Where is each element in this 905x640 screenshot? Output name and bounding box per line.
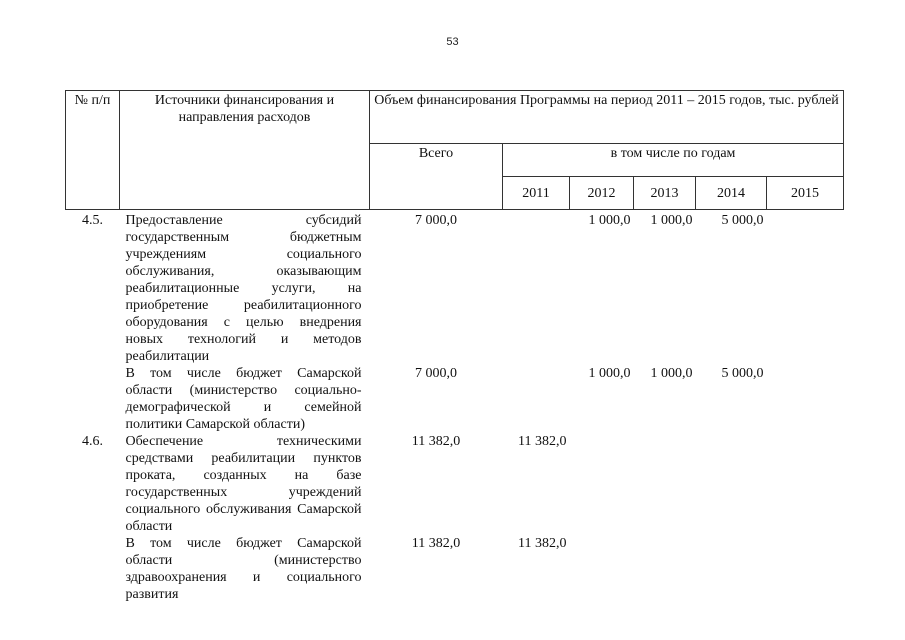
header-source: Источники финансирования и направления расходов bbox=[120, 91, 370, 210]
row-value-2013: 1 000,0 bbox=[650, 213, 693, 228]
header-year: 2013 bbox=[634, 177, 696, 210]
header-year: 2011 bbox=[503, 177, 570, 210]
row-value-2014 bbox=[696, 433, 767, 535]
row-value-2011 bbox=[503, 365, 570, 433]
header-year: 2012 bbox=[570, 177, 634, 210]
row-description: В том числе бюджет Самарской области (министерство здравоохранения и социального развития bbox=[125, 536, 362, 602]
row-value-2013 bbox=[634, 433, 696, 535]
row-total: 11 382,0 bbox=[411, 536, 461, 551]
row-number bbox=[66, 535, 120, 603]
header-number: № п/п bbox=[66, 91, 120, 210]
row-description: Предоставление субсидий государственным бюджетным учреждениям социального обслуживания, оказывающим реабилитационные услуги, на приобретение реабилитационного оборудования с целью внедрения новых технологий и методов реабилитации bbox=[125, 213, 362, 364]
row-value-2013: 1 000,0 bbox=[650, 366, 693, 381]
row-number bbox=[66, 365, 120, 433]
row-value-2014: 5 000,0 bbox=[721, 366, 764, 381]
header-volume: Объем финансирования Программы на период 2011 – 2015 годов, тыс. рублей bbox=[370, 91, 844, 144]
header-total: Всего bbox=[370, 144, 503, 210]
table-row bbox=[66, 433, 844, 535]
row-value-2015 bbox=[767, 365, 844, 433]
page-number: 53 bbox=[446, 36, 459, 48]
row-description: Обеспечение техническими средствами реабилитации пунктов проката, созданных на базе государственных учреждений социального обслуживания Самарской области bbox=[125, 434, 362, 534]
row-total: 11 382,0 bbox=[411, 434, 461, 449]
row-value-2011: 11 382,0 bbox=[518, 434, 567, 449]
table-row bbox=[66, 212, 844, 365]
financing-table bbox=[65, 90, 844, 603]
row-total: 7 000,0 bbox=[415, 366, 457, 381]
header-year: 2015 bbox=[767, 177, 844, 210]
row-description: В том числе бюджет Самарской области (министерство социально-демографической и семейной политики Самарской области) bbox=[125, 366, 362, 432]
row-value-2015 bbox=[767, 433, 844, 535]
header-years-group: в том числе по годам bbox=[503, 144, 844, 177]
table-row bbox=[66, 365, 844, 433]
row-value-2014: 5 000,0 bbox=[721, 213, 764, 228]
table-row bbox=[66, 535, 844, 603]
row-total: 7 000,0 bbox=[415, 213, 457, 228]
row-value-2015 bbox=[767, 535, 844, 603]
row-number: 4.6. bbox=[82, 434, 103, 449]
row-value-2013 bbox=[634, 535, 696, 603]
row-value-2012: 1 000,0 bbox=[588, 366, 631, 381]
header-row-top bbox=[66, 91, 844, 144]
row-value-2012 bbox=[570, 535, 634, 603]
row-value-2015 bbox=[767, 212, 844, 365]
row-value-2011 bbox=[503, 212, 570, 365]
row-value-2012: 1 000,0 bbox=[588, 213, 631, 228]
row-number: 4.5. bbox=[82, 213, 103, 228]
row-value-2014 bbox=[696, 535, 767, 603]
row-value-2011: 11 382,0 bbox=[518, 536, 567, 551]
row-value-2012 bbox=[570, 433, 634, 535]
header-year: 2014 bbox=[696, 177, 767, 210]
